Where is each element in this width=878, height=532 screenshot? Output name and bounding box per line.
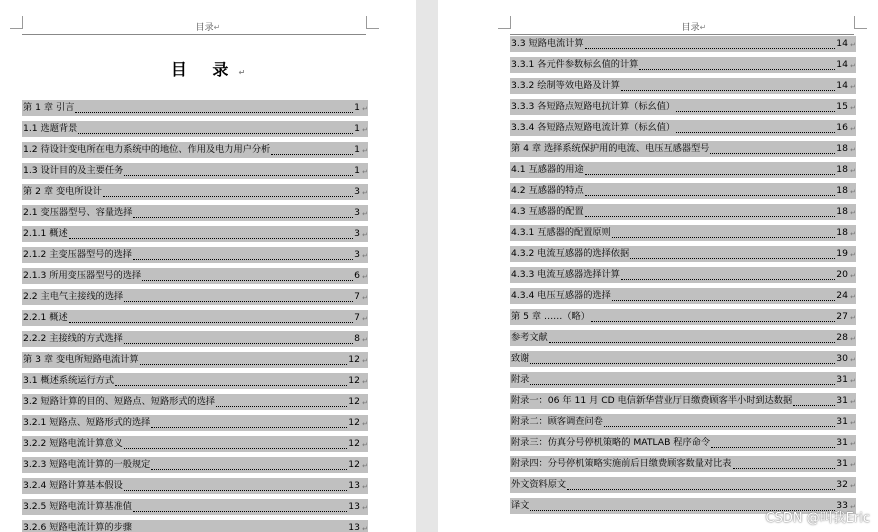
toc-entry-page: 19 — [836, 248, 848, 259]
toc-entry[interactable] — [510, 57, 856, 73]
toc-entry-page: 31 — [836, 437, 848, 448]
toc-entry-title: 附录一：06 年 11 月 CD 电信新华营业厅日缴费顾客半小时到达数据 — [511, 395, 793, 406]
toc-leader-dots — [124, 343, 353, 344]
toc-entry[interactable] — [510, 246, 856, 262]
toc-leader-dots — [124, 301, 353, 302]
toc-leader-dots — [69, 322, 353, 323]
toc-entry[interactable] — [510, 435, 856, 451]
paragraph-mark: ↵ — [850, 62, 856, 70]
toc-entry-page: 24 — [836, 290, 848, 301]
toc-entry[interactable] — [22, 121, 368, 137]
toc-entry-title: 附录二：顾客调查问卷 — [511, 416, 603, 427]
toc-entry-title: 3.2.3 短路电流计算的一般规定 — [23, 459, 151, 470]
toc-entry[interactable] — [510, 204, 856, 220]
toc-entry-page: 27 — [836, 311, 848, 322]
toc-entry[interactable] — [510, 225, 856, 241]
paragraph-mark: ↵ — [362, 210, 368, 218]
toc-entry-title: 3.2 短路计算的目的、短路点、短路形式的选择 — [23, 396, 216, 407]
toc-leader-dots — [676, 132, 835, 133]
toc-leader-dots — [585, 174, 836, 175]
toc-entry-title: 外文资料原文 — [511, 479, 567, 490]
paragraph-mark: ↵ — [362, 252, 368, 260]
paragraph-mark: ↵ — [362, 357, 368, 365]
paragraph-mark: ↵ — [362, 420, 368, 428]
crop-mark-top-right — [366, 16, 379, 29]
toc-leader-dots — [124, 448, 347, 449]
toc-entry[interactable] — [510, 309, 856, 325]
toc-leader-dots — [612, 237, 835, 238]
toc-entry-title: 参考文献 — [511, 332, 548, 343]
toc-leader-dots — [271, 154, 353, 155]
toc-entry[interactable] — [510, 456, 856, 472]
toc-leader-dots — [711, 447, 835, 448]
toc-leader-dots — [585, 195, 836, 196]
toc-leader-dots — [530, 384, 835, 385]
toc-entry-page: 31 — [836, 416, 848, 427]
toc-leader-dots — [151, 469, 347, 470]
toc-leader-dots — [140, 364, 348, 365]
toc-entry-page: 12 — [348, 459, 360, 470]
paragraph-mark: ↵ — [850, 293, 856, 301]
toc-entry[interactable] — [22, 478, 368, 494]
toc-entry-title: 2.1 变压器型号、容量选择 — [23, 207, 133, 218]
toc-entry-page: 28 — [836, 332, 848, 343]
page-header: 目录↵ — [195, 23, 221, 33]
toc-entry-page: 1 — [354, 144, 360, 155]
toc-entry-page: 14 — [836, 59, 848, 70]
toc-entry-title: 致谢 — [511, 353, 530, 364]
toc-list-left — [22, 100, 368, 532]
toc-entry-title: 3.2.2 短路电流计算意义 — [23, 438, 123, 449]
toc-entry-page: 3 — [354, 249, 360, 260]
toc-entry-page: 12 — [348, 354, 360, 365]
toc-entry-title: 2.1.1 概述 — [23, 228, 68, 239]
toc-entry[interactable] — [22, 247, 368, 263]
toc-entry-page: 3 — [354, 228, 360, 239]
toc-leader-dots — [612, 300, 835, 301]
toc-entry[interactable] — [22, 373, 368, 389]
toc-entry[interactable] — [22, 457, 368, 473]
paragraph-mark: ↵ — [850, 440, 856, 448]
toc-entry-title: 第 2 章 变电所设计 — [23, 186, 102, 197]
toc-entry-page: 13 — [348, 522, 360, 532]
toc-entry[interactable] — [22, 142, 368, 158]
toc-leader-dots — [142, 280, 353, 281]
toc-entry[interactable] — [510, 120, 856, 136]
toc-leader-dots — [793, 405, 835, 406]
paragraph-mark: ↵ — [362, 189, 368, 197]
toc-entry-title: 1.2 待设计变电所在电力系统中的地位、作用及电力用户分析 — [23, 144, 271, 155]
toc-leader-dots — [567, 489, 835, 490]
toc-entry-title: 4.3 互感器的配置 — [511, 206, 584, 217]
toc-entry-page: 16 — [836, 122, 848, 133]
paragraph-mark: ↵ — [362, 273, 368, 281]
toc-entry-page: 8 — [354, 333, 360, 344]
toc-entry-page: 12 — [348, 375, 360, 386]
toc-entry[interactable] — [510, 162, 856, 178]
toc-entry-page: 7 — [354, 312, 360, 323]
paragraph-mark: ↵ — [362, 126, 368, 134]
paragraph-mark: ↵ — [850, 482, 856, 490]
toc-entry[interactable] — [22, 205, 368, 221]
toc-leader-dots — [710, 153, 835, 154]
toc-entry-page: 33 — [836, 500, 848, 511]
toc-leader-dots — [78, 133, 353, 134]
paragraph-mark: ↵ — [362, 399, 368, 407]
paragraph-mark: ↵ — [362, 294, 368, 302]
toc-entry[interactable] — [510, 414, 856, 430]
toc-entry[interactable] — [22, 184, 368, 200]
toc-entry-page: 31 — [836, 374, 848, 385]
crop-mark-top-right — [854, 16, 867, 29]
toc-leader-dots — [549, 342, 836, 343]
paragraph-mark: ↵ — [362, 462, 368, 470]
toc-entry[interactable] — [22, 289, 368, 305]
toc-entry[interactable] — [510, 351, 856, 367]
toc-title: 目 录↵ — [170, 60, 246, 79]
toc-leader-dots — [69, 238, 353, 239]
toc-entry-page: 18 — [836, 227, 848, 238]
toc-entry-title: 3.1 概述系统运行方式 — [23, 375, 115, 386]
paragraph-mark: ↵ — [362, 504, 368, 512]
toc-entry-page: 1 — [354, 165, 360, 176]
toc-entry-title: 4.3.4 电压互感器的选择 — [511, 290, 611, 301]
toc-leader-dots — [621, 279, 835, 280]
toc-entry-page: 7 — [354, 291, 360, 302]
toc-entry[interactable] — [22, 352, 368, 368]
paragraph-mark: ↵ — [362, 336, 368, 344]
toc-entry-title: 1.3 设计目的及主要任务 — [23, 165, 124, 176]
toc-entry-title: 2.2 主电气主接线的选择 — [23, 291, 124, 302]
toc-entry[interactable] — [510, 78, 856, 94]
toc-entry-page: 13 — [348, 501, 360, 512]
toc-entry[interactable] — [510, 372, 856, 388]
paragraph-mark: ↵ — [362, 105, 368, 113]
toc-leader-dots — [133, 511, 347, 512]
toc-entry[interactable] — [510, 183, 856, 199]
toc-entry-title: 4.2 互感器的特点 — [511, 185, 584, 196]
toc-entry-title: 3.2.1 短路点、短路形式的选择 — [23, 417, 151, 428]
toc-entry-title: 4.1 互感器的用途 — [511, 164, 584, 175]
toc-entry-page: 3 — [354, 186, 360, 197]
paragraph-mark: ↵ — [850, 125, 856, 133]
toc-leader-dots — [133, 217, 353, 218]
toc-leader-dots — [124, 490, 347, 491]
toc-entry[interactable] — [510, 330, 856, 346]
toc-leader-dots — [604, 426, 835, 427]
toc-entry-title: 附录四：分号停机策略实施前后日缴费顾客数量对比表 — [511, 458, 732, 469]
toc-entry-page: 14 — [836, 80, 848, 91]
paragraph-mark: ↵ — [362, 168, 368, 176]
paragraph-mark: ↵ — [362, 483, 368, 491]
toc-entry-title: 附录三：仿真分号停机策略的 MATLAB 程序命令 — [511, 437, 711, 448]
toc-entry-title: 3.3.4 各短路点短路电流计算（标幺值） — [511, 122, 676, 133]
toc-entry-page: 12 — [348, 438, 360, 449]
paragraph-mark: ↵ — [850, 377, 856, 385]
header-rule — [510, 34, 854, 35]
toc-entry-page: 6 — [354, 270, 360, 281]
toc-entry-title: 3.3.3 各短路点短路电抗计算（标幺值） — [511, 101, 676, 112]
toc-entry-page: 31 — [836, 458, 848, 469]
toc-entry-title: 译文 — [511, 500, 530, 511]
toc-entry[interactable] — [22, 331, 368, 347]
paragraph-mark: ↵ — [362, 315, 368, 323]
toc-entry[interactable] — [22, 163, 368, 179]
toc-entry[interactable] — [22, 226, 368, 242]
toc-leader-dots — [216, 406, 347, 407]
paragraph-mark: ↵ — [850, 314, 856, 322]
toc-leader-dots — [591, 321, 835, 322]
toc-list-right — [510, 36, 856, 519]
toc-entry-page: 18 — [836, 164, 848, 175]
right-page — [438, 0, 878, 532]
toc-leader-dots — [639, 69, 835, 70]
paragraph-mark: ↵ — [850, 272, 856, 280]
toc-entry-title: 4.3.2 电流互感器的选择依据 — [511, 248, 630, 259]
toc-entry-page: 18 — [836, 206, 848, 217]
toc-entry-title: 第 1 章 引言 — [23, 102, 75, 113]
paragraph-mark: ↵ — [850, 398, 856, 406]
toc-leader-dots — [676, 111, 835, 112]
crop-mark-top-left — [498, 16, 511, 29]
toc-entry-page: 13 — [348, 480, 360, 491]
paragraph-mark: ↵ — [362, 147, 368, 155]
toc-entry-page: 14 — [836, 38, 848, 49]
paragraph-mark: ↵ — [850, 146, 856, 154]
paragraph-mark: ↵ — [850, 356, 856, 364]
toc-entry-title: 3.2.6 短路电流计算的步骤 — [23, 522, 132, 532]
toc-entry[interactable] — [510, 99, 856, 115]
toc-entry-page: 30 — [836, 353, 848, 364]
paragraph-mark: ↵ — [850, 167, 856, 175]
toc-leader-dots — [733, 468, 836, 469]
toc-entry[interactable] — [510, 477, 856, 493]
toc-entry-title: 2.2.1 概述 — [23, 312, 68, 323]
toc-leader-dots — [621, 90, 835, 91]
toc-entry-page: 20 — [836, 269, 848, 280]
paragraph-mark: ↵ — [362, 441, 368, 449]
paragraph-mark: ↵ — [850, 230, 856, 238]
toc-entry-title: 4.3.1 互感器的配置原则 — [511, 227, 611, 238]
toc-entry[interactable] — [22, 100, 368, 116]
toc-entry-page: 15 — [836, 101, 848, 112]
toc-entry-title: 第 3 章 变电所短路电流计算 — [23, 354, 139, 365]
toc-entry-title: 第 5 章 ……（略） — [511, 311, 590, 322]
toc-leader-dots — [630, 258, 835, 259]
paragraph-mark: ↵ — [850, 503, 856, 511]
paragraph-mark: ↵ — [850, 188, 856, 196]
paragraph-mark: ↵ — [850, 83, 856, 91]
toc-leader-dots — [530, 363, 835, 364]
toc-entry-title: 3.2.5 短路电流计算基准值 — [23, 501, 132, 512]
toc-leader-dots — [585, 48, 836, 49]
toc-leader-dots — [75, 112, 353, 113]
toc-leader-dots — [151, 427, 347, 428]
toc-entry-title: 4.3.3 电流互感器选择计算 — [511, 269, 620, 280]
toc-entry[interactable] — [510, 393, 856, 409]
paragraph-mark: ↵ — [362, 231, 368, 239]
toc-leader-dots — [585, 216, 836, 217]
toc-entry-title: 3.3 短路电流计算 — [511, 38, 584, 49]
toc-leader-dots — [124, 175, 353, 176]
toc-entry-page: 3 — [354, 207, 360, 218]
toc-entry-title: 2.2.2 主接线的方式选择 — [23, 333, 123, 344]
toc-entry-page: 1 — [354, 123, 360, 134]
toc-entry[interactable] — [22, 436, 368, 452]
toc-entry[interactable] — [22, 268, 368, 284]
toc-entry-page: 18 — [836, 185, 848, 196]
toc-entry[interactable] — [22, 394, 368, 410]
toc-entry[interactable] — [510, 141, 856, 157]
toc-entry[interactable] — [22, 310, 368, 326]
toc-entry-page: 18 — [836, 143, 848, 154]
toc-entry-page: 1 — [354, 102, 360, 113]
toc-leader-dots — [115, 385, 347, 386]
paragraph-mark: ↵ — [850, 209, 856, 217]
paragraph-mark: ↵ — [850, 461, 856, 469]
toc-entry-title: 1.1 选题背景 — [23, 123, 78, 134]
toc-entry-page: 12 — [348, 417, 360, 428]
paragraph-mark: ↵ — [850, 251, 856, 259]
toc-entry-page: 32 — [836, 479, 848, 490]
page-header: 目录↵ — [681, 23, 707, 33]
toc-leader-dots — [133, 259, 353, 260]
paragraph-mark: ↵ — [850, 335, 856, 343]
toc-entry-title: 3.3.2 绘制等效电路及计算 — [511, 80, 620, 91]
toc-entry[interactable] — [510, 288, 856, 304]
crop-mark-top-left — [10, 16, 23, 29]
toc-entry[interactable] — [22, 499, 368, 515]
toc-entry-title: 附录 — [511, 374, 530, 385]
paragraph-mark: ↵ — [362, 378, 368, 386]
paragraph-mark: ↵ — [850, 104, 856, 112]
toc-entry-page: 12 — [348, 396, 360, 407]
toc-entry[interactable] — [510, 36, 856, 52]
paragraph-mark: ↵ — [362, 525, 368, 532]
toc-entry-title: 3.3.1 各元件参数标幺值的计算 — [511, 59, 639, 70]
toc-entry-page: 31 — [836, 395, 848, 406]
paragraph-mark: ↵ — [850, 419, 856, 427]
header-rule — [22, 34, 366, 35]
toc-leader-dots — [103, 196, 353, 197]
left-page — [0, 0, 416, 532]
watermark: CSDN @叫我Eric — [765, 511, 870, 526]
toc-entry-title: 3.2.4 短路计算基本假设 — [23, 480, 123, 491]
paragraph-mark: ↵ — [850, 41, 856, 49]
toc-entry[interactable] — [22, 520, 368, 532]
toc-entry-title: 2.1.3 所用变压器型号的选择 — [23, 270, 142, 281]
toc-entry-title: 2.1.2 主变压器型号的选择 — [23, 249, 132, 260]
toc-entry[interactable] — [22, 415, 368, 431]
toc-entry[interactable] — [510, 267, 856, 283]
toc-entry-title: 第 4 章 选择系统保护用的电流、电压互感器型号 — [511, 143, 710, 154]
